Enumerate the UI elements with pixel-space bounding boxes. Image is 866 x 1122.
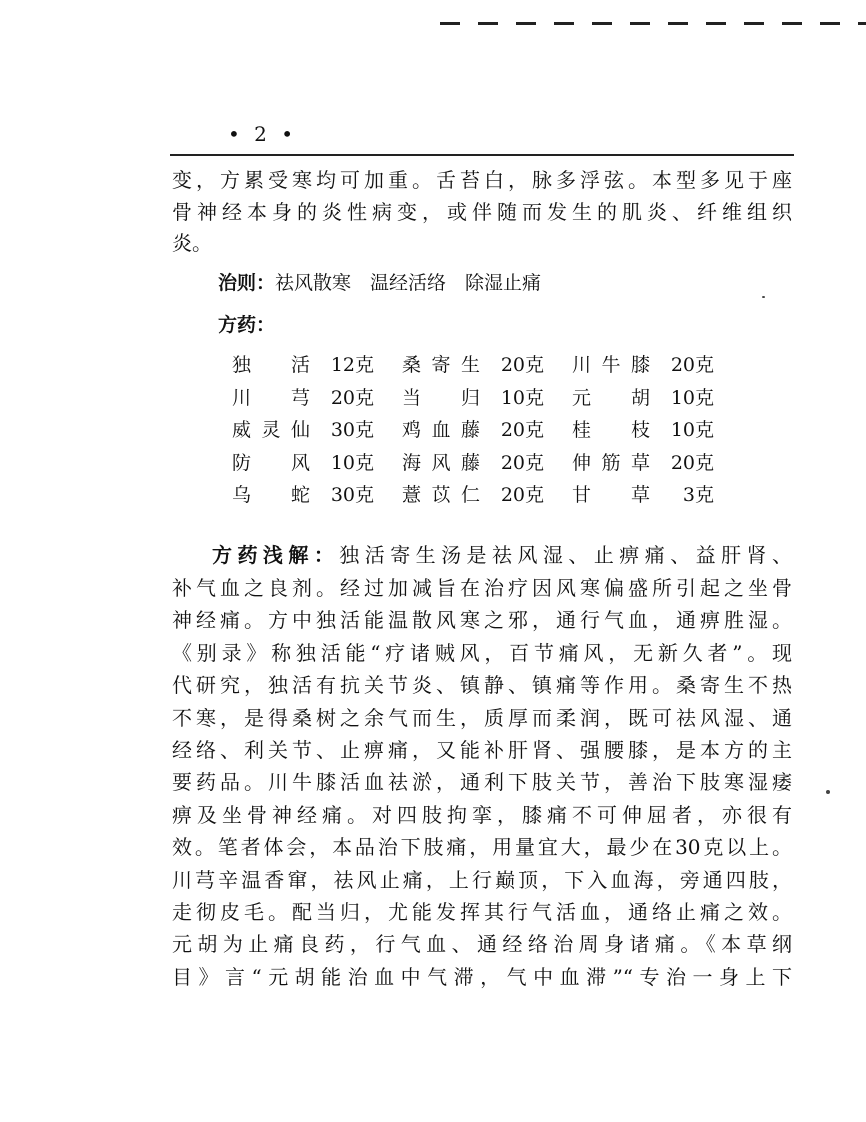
formula-item — [402, 415, 572, 448]
herb-name: 乌蛇 — [232, 484, 310, 506]
page-number: • 2 • — [228, 122, 298, 146]
herb-name: 川牛膝 — [572, 354, 650, 376]
analysis-first-line — [212, 541, 792, 569]
herb-name: 当归 — [402, 386, 480, 409]
herb-dose: 20克 — [500, 484, 544, 506]
principle-text: 祛风散寒 温经活络 除湿止痛 — [275, 272, 542, 294]
herb-dose: 30克 — [330, 484, 374, 506]
formula-label: 方药： — [218, 314, 276, 336]
formula-row — [232, 448, 742, 481]
herb-dose: 20克 — [670, 451, 714, 474]
formula-item — [232, 480, 402, 513]
herb-dose: 20克 — [330, 386, 374, 409]
herb-name: 元胡 — [572, 386, 650, 409]
herb-dose: 12克 — [330, 354, 374, 376]
analysis-line: 《别录》称独活能“疗诸贼风，百节痛风，无新久者”。现 — [172, 640, 792, 665]
intro-line: 变，方累受寒均可加重。舌苔白，脉多浮弦。本型多见于座 — [172, 168, 792, 192]
herb-dose: 10克 — [670, 386, 714, 409]
header-rule — [170, 154, 794, 156]
analysis-line: 经络、利关节、止痹痛，又能补肝肾、强腰膝，是本方的主 — [172, 738, 792, 762]
analysis-line: 目》言“元胡能治血中气滞，气中血滞”“专治一身上下 — [172, 964, 792, 989]
herb-name: 防风 — [232, 451, 310, 474]
herb-dose: 20克 — [670, 354, 714, 376]
formula-item — [402, 448, 572, 481]
analysis-line: 代研究，独活有抗关节炎、镇静、镇痛等作用。桑寄生不热 — [172, 673, 792, 698]
formula-item — [572, 383, 742, 416]
principle-label: 治则： — [218, 272, 276, 294]
formula-table — [232, 350, 742, 513]
formula-item — [572, 448, 742, 481]
herb-name: 威灵仙 — [232, 419, 310, 441]
scan-speck — [762, 296, 765, 298]
herb-dose: 10克 — [330, 451, 374, 474]
herb-dose: 3克 — [682, 484, 714, 506]
herb-name: 川芎 — [232, 386, 310, 409]
formula-item — [232, 415, 402, 448]
formula-item — [232, 448, 402, 481]
herb-name: 甘草 — [572, 484, 650, 506]
analysis-line: 补气血之良剂。经过加减旨在治疗因风寒偏盛所引起之坐骨 — [172, 576, 792, 600]
formula-item — [232, 350, 402, 383]
analysis-label: 方药浅解： — [212, 543, 340, 567]
analysis-line: 要药品。川牛膝活血祛淤，通利下肢关节，善治下肢寒湿痿 — [172, 770, 792, 795]
scan-speck — [826, 790, 830, 794]
herb-name: 独活 — [232, 354, 310, 376]
herb-name: 鸡血藤 — [402, 419, 480, 441]
herb-dose: 20克 — [500, 419, 544, 441]
formula-row — [232, 350, 742, 383]
formula-row — [232, 383, 742, 416]
treatment-principle — [218, 269, 541, 297]
herb-name: 薏苡仁 — [402, 484, 480, 506]
formula-item — [402, 383, 572, 416]
formula-item — [572, 480, 742, 513]
formula-item — [232, 383, 402, 416]
formula-item — [572, 415, 742, 448]
herb-name: 海风藤 — [402, 451, 480, 474]
herb-dose: 10克 — [670, 419, 714, 441]
formula-row — [232, 480, 742, 513]
herb-dose: 20克 — [500, 354, 544, 376]
analysis-line: 效。笔者体会，本品治下肢痛，用量宜大，最少在30克以上。 — [172, 835, 792, 860]
herb-name: 桑寄生 — [402, 354, 480, 376]
herb-dose: 20克 — [500, 451, 544, 474]
formula-item — [402, 350, 572, 383]
herb-name: 伸筋草 — [572, 451, 650, 474]
analysis-line: 走彻皮毛。配当归，尤能发挥其行气活血，通络止痛之效。 — [172, 900, 792, 924]
intro-line: 骨神经本身的炎性病变，或伴随而发生的肌炎、纤维组织 — [172, 200, 792, 224]
intro-line: 炎。 — [172, 231, 212, 255]
analysis-line: 不寒，是得桑树之余气而生，质厚而柔润，既可祛风湿、通 — [172, 705, 792, 730]
analysis-line: 元胡为止痛良药，行气血、通经络治周身诸痛。《本草纲 — [172, 932, 792, 957]
formula-item — [402, 480, 572, 513]
herb-dose: 30克 — [330, 419, 374, 441]
scan-edge-dashes — [440, 22, 866, 25]
analysis-line: 神经痛。方中独活能温散风寒之邪，通行气血，通痹胜湿。 — [172, 608, 792, 633]
analysis-line: 痹及坐骨神经痛。对四肢拘挛，膝痛不可伸屈者，亦很有 — [172, 802, 792, 827]
analysis-text: 独活寄生汤是祛风湿、止痹痛、益肝肾、 — [339, 543, 793, 567]
herb-name: 桂枝 — [572, 419, 650, 441]
formula-row — [232, 415, 742, 448]
formula-heading — [218, 311, 275, 339]
formula-item — [572, 350, 742, 383]
herb-dose: 10克 — [500, 386, 544, 409]
analysis-line: 川芎辛温香窜，祛风止痛，上行巅顶，下入血海，旁通四肢， — [172, 867, 792, 892]
